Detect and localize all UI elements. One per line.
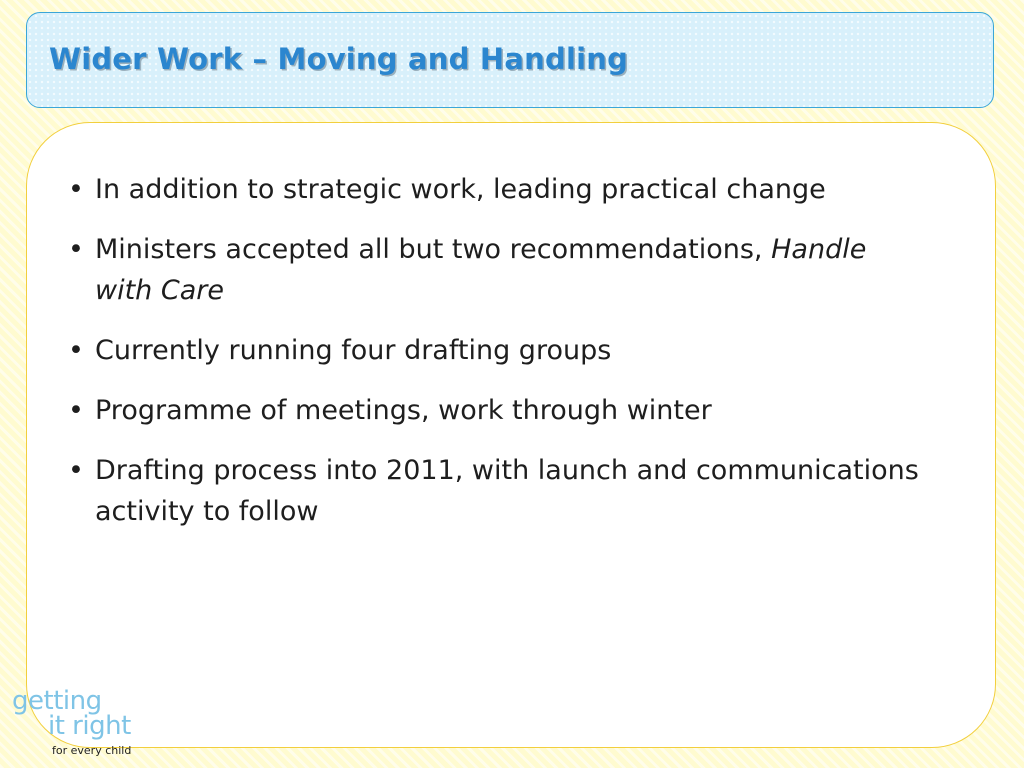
bullet-text-emphasis: Handle with Care <box>95 234 867 306</box>
bullet-marker: • <box>68 174 84 205</box>
bullet-text: Currently running four drafting groups <box>95 335 612 366</box>
logo-tagline: for every child <box>52 744 132 757</box>
content-panel <box>26 122 996 748</box>
bullet-item <box>67 450 927 532</box>
bullet-list <box>67 169 927 551</box>
title-bar <box>26 12 994 108</box>
slide-title: Wider Work – Moving and Handling <box>49 42 629 76</box>
bullet-item <box>67 330 927 371</box>
bullet-text: In addition to strategic work, leading practical change <box>95 174 826 205</box>
bullet-text: Programme of meetings, work through winter <box>95 395 712 426</box>
bullet-item <box>67 229 927 311</box>
bullet-text: Ministers accepted all but two recommendations, <box>95 234 772 265</box>
bullet-text: Drafting process into 2011, with launch and communications activity to follow <box>95 455 919 527</box>
bullet-marker: • <box>68 395 84 426</box>
bullet-marker: • <box>68 234 84 265</box>
logo-text-getting: getting <box>12 686 102 716</box>
logo-text-it-right: it right <box>48 711 131 741</box>
bullet-marker: • <box>68 335 84 366</box>
bullet-item <box>67 169 927 210</box>
bullet-marker: • <box>68 455 84 486</box>
bullet-item <box>67 390 927 431</box>
getting-it-right-logo <box>12 686 152 762</box>
